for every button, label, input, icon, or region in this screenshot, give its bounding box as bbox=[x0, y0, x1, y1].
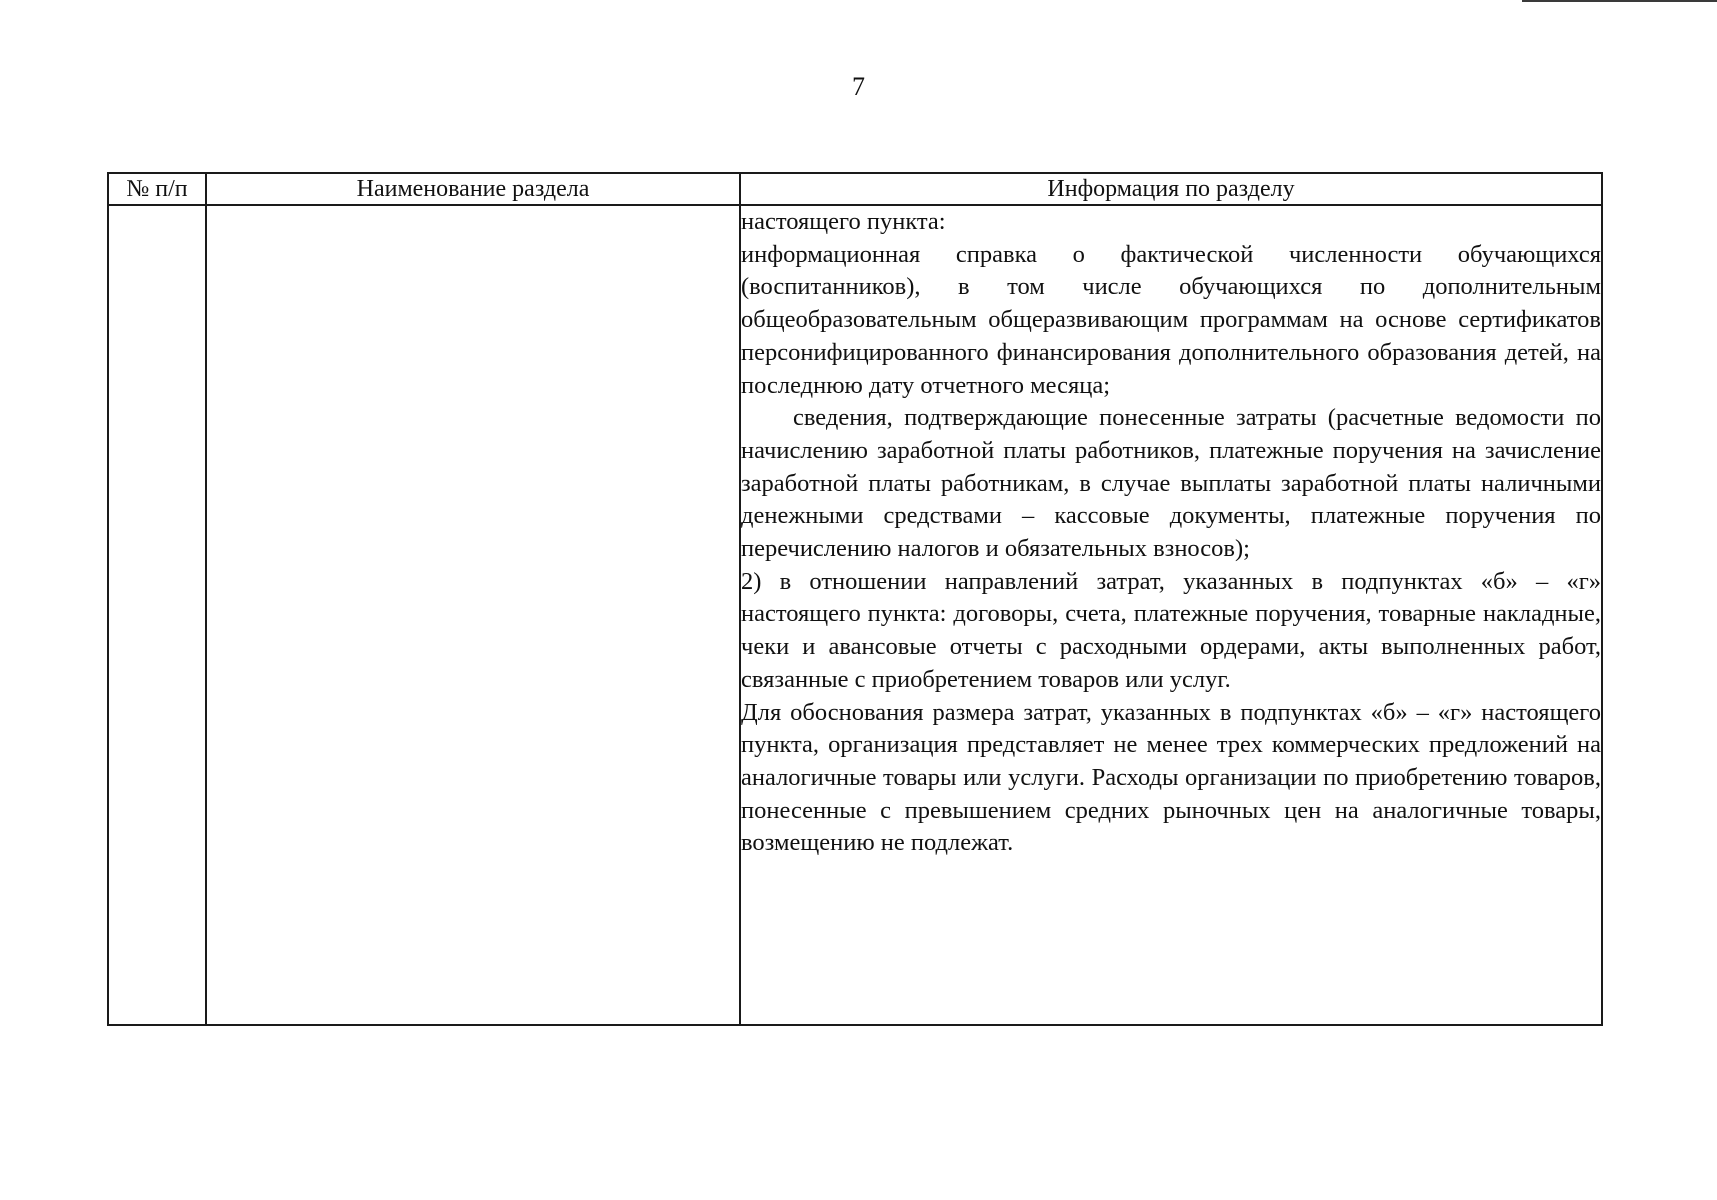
table-row bbox=[108, 205, 1602, 1025]
cell-number bbox=[108, 205, 206, 1025]
header-section-name: Наименование раздела bbox=[206, 173, 740, 205]
cell-section-name bbox=[206, 205, 740, 1025]
info-paragraph: настоящего пункта: bbox=[741, 208, 946, 235]
info-paragraph: 2) в отношении направлений затрат, указанных в подпунктах «б» – «г» настоящего пункта: договоры, счета, платежные поручения, товарные накладные, чеки и авансовые отчеты с расходными ордерами, акты выполненных работ, связанные с приобретением товаров или услуг. bbox=[741, 567, 1601, 693]
info-paragraph: информационная справка о фактической численности обучающихся (воспитанников), в том числе обучающихся по дополнительным общеобразовательным общеразвивающим программам на основе сертификатов персонифицированного финансирования дополнительного образования детей, на последнюю дату отчетного месяца; bbox=[741, 240, 1601, 399]
header-section-info: Информация по разделу bbox=[740, 173, 1602, 205]
page-number: 7 bbox=[852, 72, 865, 101]
scan-edge-line bbox=[1522, 0, 1717, 2]
document-table bbox=[107, 172, 1603, 1026]
cell-section-info bbox=[740, 205, 1602, 1025]
info-paragraph: сведения, подтверждающие понесенные затраты (расчетные ведомости по начислению заработной платы работников, платежные поручения на зачисление заработной платы работникам, в случае выплаты заработной платы наличными денежными средствами – кассовые документы, платежные поручения по перечислению налогов и обязательных взносов); bbox=[741, 404, 1601, 563]
info-paragraph: Для обоснования размера затрат, указанных в подпунктах «б» – «г» настоящего пункта, организация представляет не менее трех коммерческих предложений на аналогичные товары или услуги. Расходы организации по приобретению товаров, понесенные с превышением средних рыночных цен на аналогичные товары, возмещению не подлежат. bbox=[741, 698, 1601, 857]
header-number: № п/п bbox=[108, 173, 206, 205]
table-header-row bbox=[108, 173, 1602, 205]
